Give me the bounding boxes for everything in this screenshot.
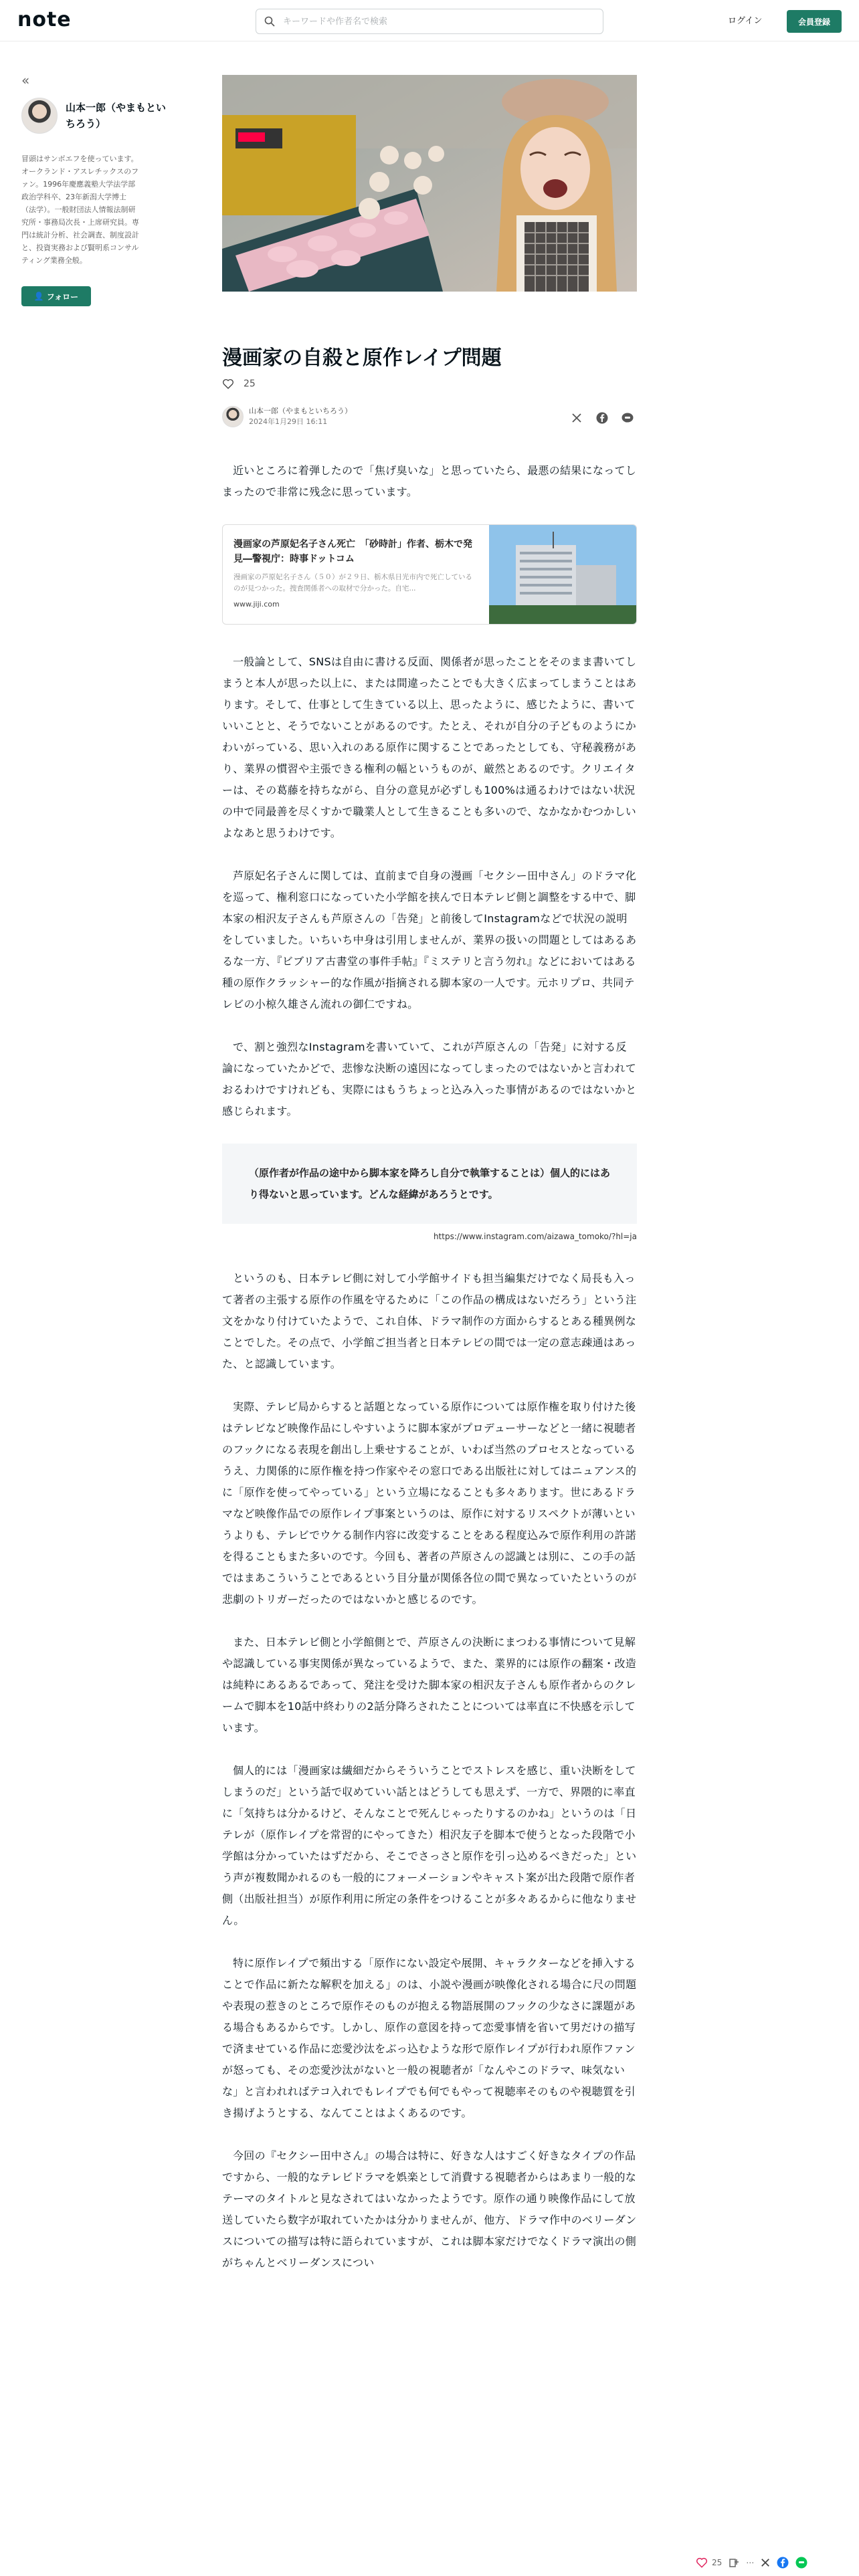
paragraph: 実際、テレビ局からすると話題となっている原作については原作権を取り付けた後はテレビなど映像作品にしやすいように脚本家がプロデューサーなどと一緒に視聴者のフックになる表現を創出し上乗せすることが、いわば当然のプロセスとなっているうえ、力関係的に原作権を持つ作家やその窓口である出版社に対してはニュアンス的に「原作を使ってやっている」という立場になることも多々あります。世にあるドラマなど映像作品での原作レイプ事案というのは、原作に対するリスペクトが薄いというよりも、テレビでウケる制作内容に改変することをある程度込みで原作利用の許諾を得ることもまた多いのです。今回も、著者の芦原さんの認識とは別に、この手の話ではまあこういうことであるという目分量が関係各位の間で異なっていたというのが悲劇のトリガーだったのではないかと感じるのです。: [222, 1400, 637, 1606]
link-embed-card[interactable]: [222, 524, 637, 625]
note-logo[interactable]: note: [17, 8, 72, 31]
sidebar-author[interactable]: [21, 98, 166, 134]
paragraph: で、割と強烈なInstagramを書いていて、これが芦原さんの「告発」に対する反論になっていたかどで、悲惨な決断の遠因になってしまったのではないかと言われておるわけですけれども、実際にはもうちょっと込み入った事情があるのではないかと感じられます。: [222, 1041, 637, 1117]
embed-title[interactable]: 漫画家の芦原妃名子さん死亡 「砂時計」作者、栃木で発見―警視庁：時事ドットコム: [233, 539, 472, 564]
byline-date: 2024年1月29日 16:11: [249, 417, 328, 426]
search-input[interactable]: [283, 17, 564, 27]
quote-source[interactable]: https://www.instagram.com/aizawa_tomoko/?hl=ja: [433, 1232, 637, 1241]
floating-action-bar: [696, 2549, 859, 2576]
avatar[interactable]: [21, 98, 58, 134]
paragraph: 一般論として、SNSは自由に書ける反面、関係者が思ったことをそのまま書いてしまうと本人が思った以上に、または間違ったことでも大きく広まってしまうことはあります。そして、仕事として生きている以上、思ったように、感じたように、書いていいことと、そうでないことがあるのです。たとえ、それが自分の子どものようにかわいがっている、思い入れのある原作に関することであったとしても、守秘義務があり、業界の慣習や主張できる権利の幅というものが、厳然とあるのです。クリエイターは、その葛藤を持ちながら、自分の意見が必ずしも100%は通るわけではない状況の中で同最善を尽くすかで職業人として生きることも多いので、なかなかむつかしいよなあと思うわけです。: [222, 655, 637, 839]
heart-icon: [696, 2557, 708, 2569]
article-title: 漫画家の自殺と原作レイプ問題: [222, 346, 502, 370]
sidebar-author-name[interactable]: 山本一郎（やまもといちろう）: [66, 102, 167, 130]
site-header: [0, 0, 859, 41]
paragraph: というのも、日本テレビ側に対して小学館サイドも担当編集だけでなく局長も入って著者の主張する原作の作風を守るために「この作品の構成はないだろう」という注文をかなり付けていたようで、これ自体、ドラマ制作の方面からするとある種異例なことでした。その点で、小学館ご担当者と日本テレビの間では一定の意志疎通はあった、と認識しています。: [222, 1272, 637, 1370]
byline-author[interactable]: 山本一郎（やまもといちろう）: [249, 407, 352, 415]
share-buttons: [570, 411, 634, 425]
facebook-share-icon[interactable]: [777, 2557, 789, 2569]
embed-description: 漫画家の芦原妃名子さん（５０）が２９日、栃木県日光市内で死亡しているのが見つかった。捜査関係者への取材で分かった。自宅...: [233, 573, 472, 593]
facebook-share-icon[interactable]: [595, 411, 609, 425]
avatar[interactable]: [222, 406, 244, 427]
search-icon: [264, 16, 275, 27]
magazine-add-icon[interactable]: [729, 2557, 739, 2568]
follow-label: フォロー: [46, 292, 79, 302]
person-plus-icon: 👤: [33, 292, 44, 301]
more-icon[interactable]: ⋯: [746, 2558, 755, 2567]
hero-image: [222, 75, 637, 292]
article-byline: [222, 406, 352, 427]
like-button[interactable]: [696, 2557, 722, 2569]
paragraph: 芦原妃名子さんに関しては、直前まで自身の漫画「セクシー田中さん」のドラマ化を巡って、権利窓口になっていた小学館を挟んで日本テレビ側と調整をする中で、脚本家の相沢友子さんも芦原さんの「告発」と前後してInstagramなどで状況の説明をしていました。いちいち中身は引用しませんが、業界の扱いの問題としてはあるあるな一方、『ビブリア古書堂の事件手帖』『ミステリと言う勿れ』などにおいてはある種の原作クラッシャー的な作風が指摘される脚本家の一人です。元ホリプロ、共同テレビの小椋久雄さん流れの御仁ですね。: [222, 869, 637, 1010]
paragraph: また、日本テレビ側と小学館側とで、芦原さんの決断にまつわる事情について見解や認識している事実関係が異なっているようで、また、業界的には原作の翻案・改造は純粋にあるあるであって、発注を受けた脚本家の相沢友子さんも原作者からのクレームで脚本を10話中終わりの2話分降ろされたことについては率直に不快感を示しています。: [222, 1636, 637, 1734]
signup-button[interactable]: 会員登録: [787, 10, 842, 33]
x-share-icon[interactable]: [570, 411, 583, 425]
embed-domain: www.jiji.com: [233, 600, 280, 609]
x-share-icon[interactable]: [761, 2558, 770, 2567]
paragraph: 個人的には「漫画家は繊細だからそういうことでストレスを感じ、重い決断をしてしまうのだ」という話で収めていい話とはどうしても思えず、一方で、界隈的に率直に「気持ちは分かるけど、そんなことで死んじゃったりするのかね」というのは「日テレが（原作レイプを常習的にやってきた）相沢友子を脚本で使うとなった段階で小学館は分かっていたはずだから、そこでさっさと原作を引っ込めるべきだった」という声が複数聞かれるのも一般的にフォーメーションやキャスト案が出た段階で原作者側（出版社担当）が原作利用に所定の条件をつけることが多々あるからに他なりません。: [222, 1764, 637, 1927]
paragraph: 特に原作レイプで頻出する「原作にない設定や展開、キャラクターなどを挿入することで作品に新たな解釈を加える」のは、小説や漫画が映像化される場合に尺の問題や表現の惹きのところで原作そのものが抱える物語展開のフックの少なさに課題がある場合もあるからです。しかし、原作の意図を持って恋愛事情を省いて男だけの描写で済ませている作品に恋愛沙汰をぶっ込むような形で原作レイプが行われ原作ファンが怒っても、その恋愛沙汰がないと一般の視聴者が「なんやこのドラマ、味気ないな」と言われればテコ入れでもレイプでも何でもやって視聴率そのものや視聴質を引き揚げようとする、なんてことはよくあるのです。: [222, 1957, 637, 2119]
line-share-icon[interactable]: [795, 2557, 807, 2569]
like-count: 25: [712, 2558, 723, 2567]
paragraph: 今回の『セクシー田中さん』の場合は特に、好きな人はすごく好きなタイプの作品ですから、一般的なテレビドラマを娯楽として消費する視聴者からはあまり一般的なテーマのタイトルと見なされてはいなかったようです。原作の通り映像作品にして放送していたら数字が取れていたかは分かりませんが、他方、ドラマ作中のベリーダンスについての描写は特に語られていますが、これは脚本家だけでなくドラマ演出の側がちゃんとベリーダンスについ: [222, 2149, 637, 2269]
collapse-sidebar-icon[interactable]: «: [21, 72, 30, 88]
embed-thumbnail[interactable]: [489, 525, 636, 625]
heart-icon[interactable]: [222, 378, 234, 390]
search-box[interactable]: [256, 9, 603, 34]
blockquote: [222, 1144, 637, 1224]
paragraph: 近いところに着弾したので「焦げ臭いな」と思っていたら、最悪の結果になってしまったので非常に残念に思っています。: [222, 464, 637, 498]
login-link[interactable]: ログイン: [728, 16, 763, 26]
article-body: [222, 460, 637, 2295]
line-share-icon[interactable]: [621, 411, 634, 425]
author-bio: 冒頭はサンボエフを使っています。オークランド・アスレチックスのファン。1996年慶應義塾大学法学部政治学科卒、23年新潟大学博士（法学）。一般財団法人情報法制研究所・事務局次長・上席研究員。専門は統計分析、社会調査、制度設計と、投資実務および賢明系コンサルティング業務全般。: [21, 154, 139, 265]
follow-button[interactable]: [21, 286, 91, 306]
like-count: 25: [244, 379, 256, 389]
quote-text: （原作者が作品の途中から脚本家を降ろし自分で執筆することは）個人的にはあり得ないと思っています。どんな経緯があろうとです。: [249, 1167, 611, 1200]
like-section[interactable]: [222, 378, 256, 390]
